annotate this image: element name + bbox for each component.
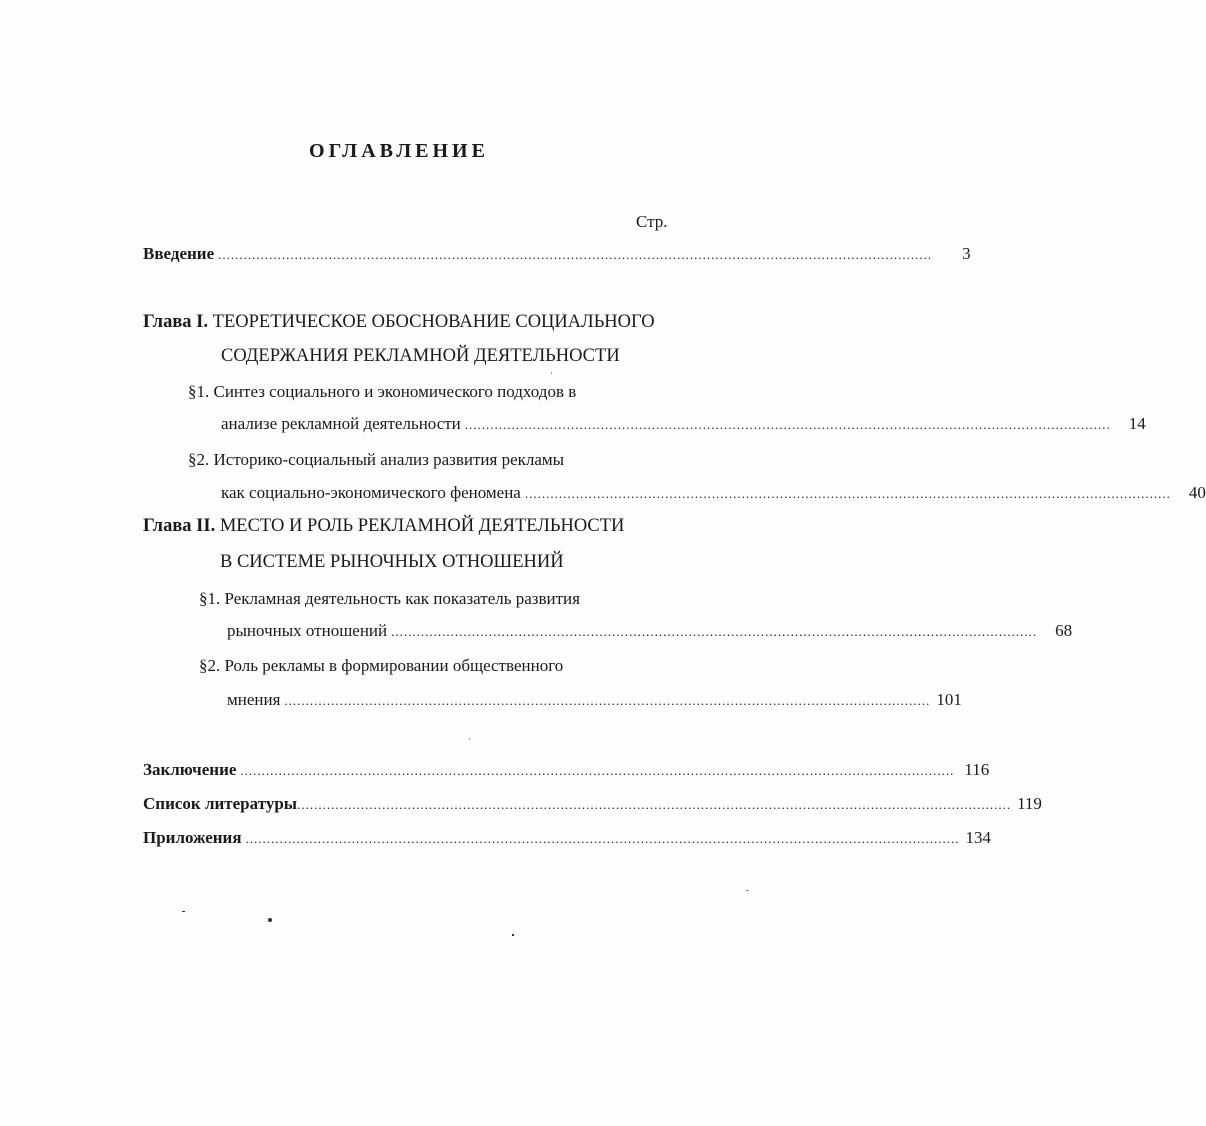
- chapter-1-title-line2: СОДЕРЖАНИЯ РЕКЛАМНОЙ ДЕЯТЕЛЬНОСТИ: [221, 346, 620, 366]
- toc-entry-conclusion: [143, 760, 990, 784]
- chapter-1-title-line1: ТЕОРЕТИЧЕСКОЕ ОБОСНОВАНИЕ СОЦИАЛЬНОГО: [212, 312, 655, 332]
- entry-label: Список литературы: [143, 794, 298, 813]
- chapter-1-prefix: Глава I.: [143, 312, 209, 332]
- entry-page: 14: [1128, 414, 1146, 433]
- entry-label: как социально-экономического феномена: [221, 483, 521, 502]
- chapter-1-section-1-line1: §1. Синтез социального и экономического подходов в: [188, 382, 577, 401]
- entry-page: 101: [936, 690, 962, 709]
- leader-dots: ........................................................................................................................................................: [524, 486, 1171, 501]
- chapter-1-heading: [143, 312, 655, 333]
- entry-label: мнения: [227, 690, 281, 709]
- chapter-1-section-1-entry: [221, 414, 1146, 438]
- scan-speck: [512, 934, 514, 936]
- scan-speck: [551, 372, 552, 374]
- toc-entry-bibliography: [143, 794, 1042, 818]
- entry-label: Приложения: [143, 828, 242, 847]
- entry-page: 68: [1055, 621, 1073, 640]
- chapter-1-section-2-entry: [221, 483, 1206, 507]
- scan-speck: [469, 738, 470, 740]
- page-column-label: Стр.: [636, 212, 668, 231]
- leader-dots: ........................................................................................................................................................: [464, 417, 1111, 432]
- entry-label: анализе рекламной деятельности: [221, 414, 461, 433]
- leader-dots: ........................................................................................................................................................................: [297, 797, 1012, 812]
- scan-speck: [746, 890, 749, 891]
- chapter-2-section-1-entry: [227, 621, 1073, 645]
- chapter-2-title-line1: МЕСТО И РОЛЬ РЕКЛАМНОЙ ДЕЯТЕЛЬНОСТИ: [219, 516, 625, 536]
- chapter-2-section-2-line1: §2. Роль рекламы в формировании общественного: [199, 656, 564, 675]
- chapter-2-title-line2: В СИСТЕМЕ РЫНОЧНЫХ ОТНОШЕНИЙ: [220, 552, 564, 572]
- leader-dots: ........................................................................................................................................................................: [245, 831, 960, 846]
- entry-page: 3: [962, 244, 971, 263]
- leader-dots: ........................................................................................................................................................................: [218, 247, 933, 262]
- toc-entry-appendices: [143, 828, 992, 852]
- chapter-2-prefix: Глава II.: [143, 516, 216, 536]
- scan-speck: [182, 911, 185, 912]
- leader-dots: ........................................................................................................................................................: [284, 693, 931, 708]
- chapter-2-heading: [143, 516, 624, 537]
- entry-label: рыночных отношений: [227, 621, 388, 640]
- entry-label: Введение: [143, 244, 215, 263]
- entry-page: 116: [964, 760, 990, 779]
- leader-dots: ........................................................................................................................................................................: [240, 763, 955, 778]
- toc-entry-introduction: [143, 244, 971, 268]
- chapter-2-section-2-entry: [227, 690, 962, 714]
- entry-page: 119: [1017, 794, 1042, 813]
- entry-page: 134: [965, 828, 992, 847]
- entry-page: 40: [1188, 483, 1206, 502]
- chapter-2-section-1-line1: §1. Рекламная деятельность как показатель развития: [199, 589, 580, 608]
- entry-label: Заключение: [143, 760, 237, 779]
- chapter-1-section-2-line1: §2. Историко-социальный анализ развития рекламы: [188, 450, 565, 469]
- scan-speck: [268, 918, 272, 922]
- leader-dots: ........................................................................................................................................................: [391, 624, 1038, 639]
- page-title: ОГЛАВЛЕНИЕ: [309, 140, 489, 162]
